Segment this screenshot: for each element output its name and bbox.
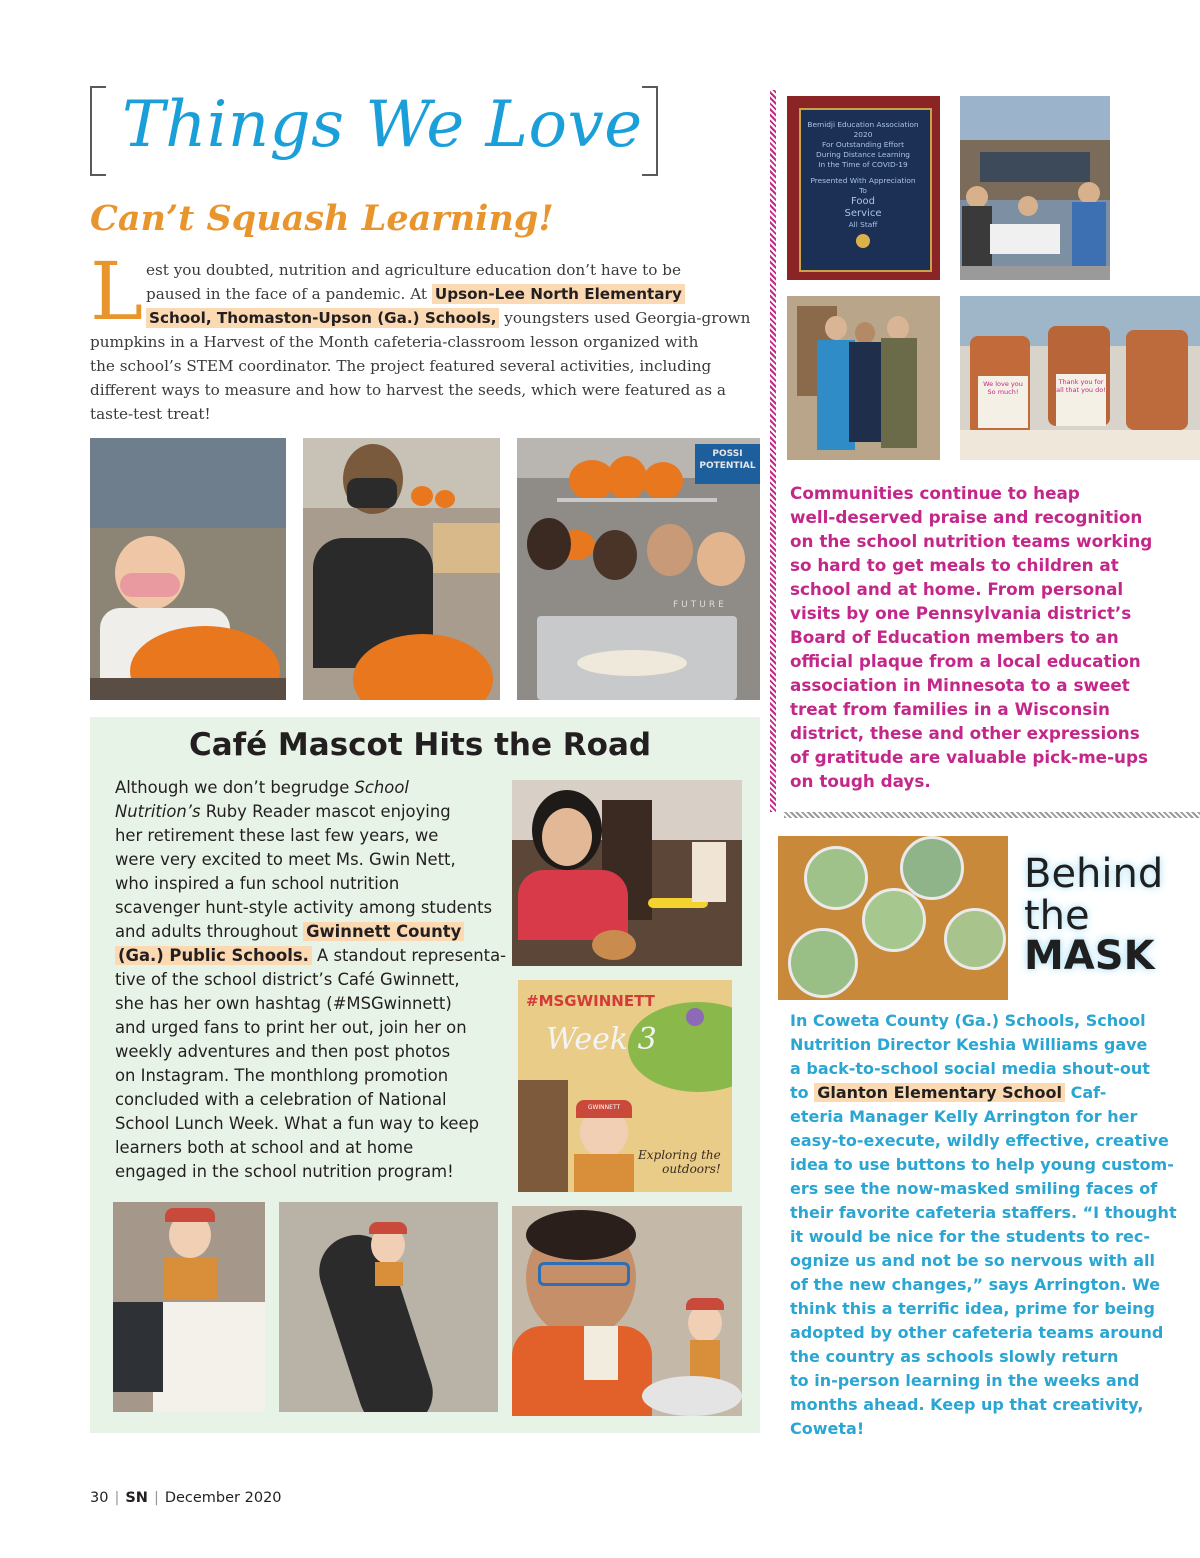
school-highlight: Upson-Lee North Elementary [432,284,685,304]
coweta-line-3: a back-to-school social media shout-out [790,1059,1150,1078]
squash-heading: Can’t Squash Learning! [90,198,554,239]
mascot-line-8: (Ga.) Public Schools. A standout representa- [115,944,506,968]
coweta-line-8: ers see the now-masked smiling faces of [790,1179,1158,1198]
coweta-line-2: Nutrition Director Keshia Williams gave [790,1035,1148,1054]
magenta-line-11: district, these and other expressions [790,723,1140,743]
coweta-line-7: idea to use buttons to help young custom- [790,1155,1174,1174]
squash-line-7: taste-test treat! [90,405,211,423]
plaque-text: Bemidji Education Association 2020 For Outstanding Effort During Distance Learning In the Time of COVID-19 Presented With Appreciation To Food Service All Staff [805,120,921,248]
page-footer: 30 | SN | December 2020 [90,1490,282,1506]
magenta-line-1: Communities continue to heap [790,483,1080,503]
page-number: 30 [90,1490,109,1506]
squash-line-2: paused in the face of a pandemic. At Upson-Lee North Elementary [146,282,685,306]
magenta-zigzag-divider [770,90,776,812]
mascot-title: Café Mascot Hits the Road [188,727,652,763]
poster-hashtag: #MSGWINNETT [526,992,655,1010]
mascot-line-11: and urged fans to print her out, join her on [115,1018,467,1037]
drop-cap: L [90,245,144,338]
magenta-line-3: on the school nutrition teams working [790,531,1153,551]
mascot-line-5: who inspired a fun school nutrition [115,874,400,893]
mascot-line-4: were very excited to meet Ms. Gwin Nett, [115,850,456,869]
mascot-line-6: scavenger hunt-style activity among students [115,898,493,917]
page-title: Things We Love [122,88,643,162]
mascot-line-7: and adults throughout Gwinnett County [115,920,464,944]
potential-sign: POSSI POTENTIAL [695,444,760,484]
coweta-line-14: adopted by other cafeteria teams around [790,1323,1164,1342]
coweta-line-13: think this a terrific idea, prime for being [790,1299,1155,1318]
mascot-photo-skateboard [279,1202,498,1412]
staff-buttons-photo [778,836,1008,1000]
poster-caption: Exploring the outdoors! [638,1148,721,1176]
magenta-line-7: Board of Education members to an [790,627,1119,647]
magenta-line-6: visits by one Pennsylvania district’s [790,603,1132,623]
behind-title-line-1: Behind [1024,851,1164,897]
coweta-line-9: their favorite cafeteria staffers. “I thought [790,1203,1177,1222]
title-bracket-right [642,86,658,176]
coweta-line-17: months ahead. Keep up that creativity, [790,1395,1144,1414]
glanton-highlight: Glanton Elementary School [814,1083,1065,1102]
coweta-line-15: the country as schools slowly return [790,1347,1119,1366]
magazine-name: SN [125,1490,148,1506]
coweta-line-12: of the new changes,” says Arrington. We [790,1275,1161,1294]
squash-line-5: the school’s STEM coordinator. The project featured several activities, including [90,357,712,375]
jar-label-1: We love you So much! [978,376,1028,428]
gift-jars-photo [960,296,1200,460]
mascot-line-13: on Instagram. The monthlong promotion [115,1066,449,1085]
mascot-line-1: Although we don’t begrudge School [115,778,409,797]
board-members-photo [787,296,940,460]
coweta-line-1: In Coweta County (Ga.) Schools, School [790,1011,1146,1030]
issue-date: December 2020 [164,1490,282,1506]
title-bracket-left [90,86,106,176]
gwinnett-highlight-1: Gwinnett County [303,922,464,941]
behind-title-line-2: the [1024,893,1090,939]
coweta-line-18: Coweta! [790,1419,865,1438]
coweta-line-4: to Glanton Elementary School Caf- [790,1083,1107,1102]
magenta-line-9: association in Minnesota to a sweet [790,675,1130,695]
mascot-line-3: her retirement these last few years, we [115,826,439,845]
district-highlight: School, Thomaston-Upson (Ga.) Schools, [146,308,499,328]
mascot-line-2: Nutrition’s Ruby Reader mascot enjoying [115,802,451,821]
pumpkin-photo-group [517,438,760,700]
coweta-line-10: it would be nice for the students to rec- [790,1227,1150,1246]
shirt-text: FUTURE [673,600,727,610]
tent-visit-photo [960,96,1110,280]
grey-zigzag-divider [784,812,1200,818]
coweta-line-11: ognize us and not be so nervous with all [790,1251,1155,1270]
mascot-photo-calculator [113,1202,265,1412]
magenta-line-10: treat from families in a Wisconsin [790,699,1110,719]
coweta-line-5: eteria Manager Kelly Arrington for her [790,1107,1138,1126]
pumpkin-photo-girl-2 [303,438,500,700]
pumpkin-photo-girl-1 [90,438,286,700]
mascot-line-15: School Lunch Week. What a fun way to keep [115,1114,479,1133]
mascot-line-9: tive of the school district’s Café Gwinnett, [115,970,460,989]
mascot-line-10: she has her own hashtag (#MSGwinnett) [115,994,452,1013]
magenta-line-13: on tough days. [790,771,931,791]
magenta-line-2: well-deserved praise and recognition [790,507,1143,527]
mascot-photo-girl-banana [512,780,742,966]
jar-label-2: Thank you for all that you do! [1056,374,1106,426]
mascot-line-14: concluded with a celebration of National [115,1090,447,1109]
gwinnett-highlight-2: (Ga.) Public Schools. [115,946,312,965]
squash-line-4: pumpkins in a Harvest of the Month cafeteria-classroom lesson organized with [90,333,699,351]
behind-title-line-3: MASK [1024,933,1155,979]
mascot-line-12: weekly adventures and then post photos [115,1042,451,1061]
magenta-line-5: school and at home. From personal [790,579,1124,599]
coweta-line-16: to in-person learning in the weeks and [790,1371,1140,1390]
squash-line-3: School, Thomaston-Upson (Ga.) Schools, youngsters used Georgia-grown [146,306,750,330]
magenta-line-8: official plaque from a local education [790,651,1141,671]
magenta-line-12: of gratitude are valuable pick-me-ups [790,747,1148,767]
poster-week: Week 3 [546,1022,657,1057]
squash-line-6: different ways to measure and how to harvest the seeds, which were featured as a [90,381,726,399]
mascot-photo-boy-juice [512,1206,742,1416]
coweta-line-6: easy-to-execute, wildly effective, creative [790,1131,1169,1150]
poster-badge: GWINNETT [576,1100,632,1118]
squash-line-1: est you doubted, nutrition and agriculture education don’t have to be [146,261,681,279]
magenta-line-4: so hard to get meals to children at [790,555,1119,575]
mascot-line-16: learners both at school and at home [115,1138,414,1157]
mascot-line-17: engaged in the school nutrition program! [115,1162,454,1181]
msgwinnett-week-3-poster [518,980,732,1192]
